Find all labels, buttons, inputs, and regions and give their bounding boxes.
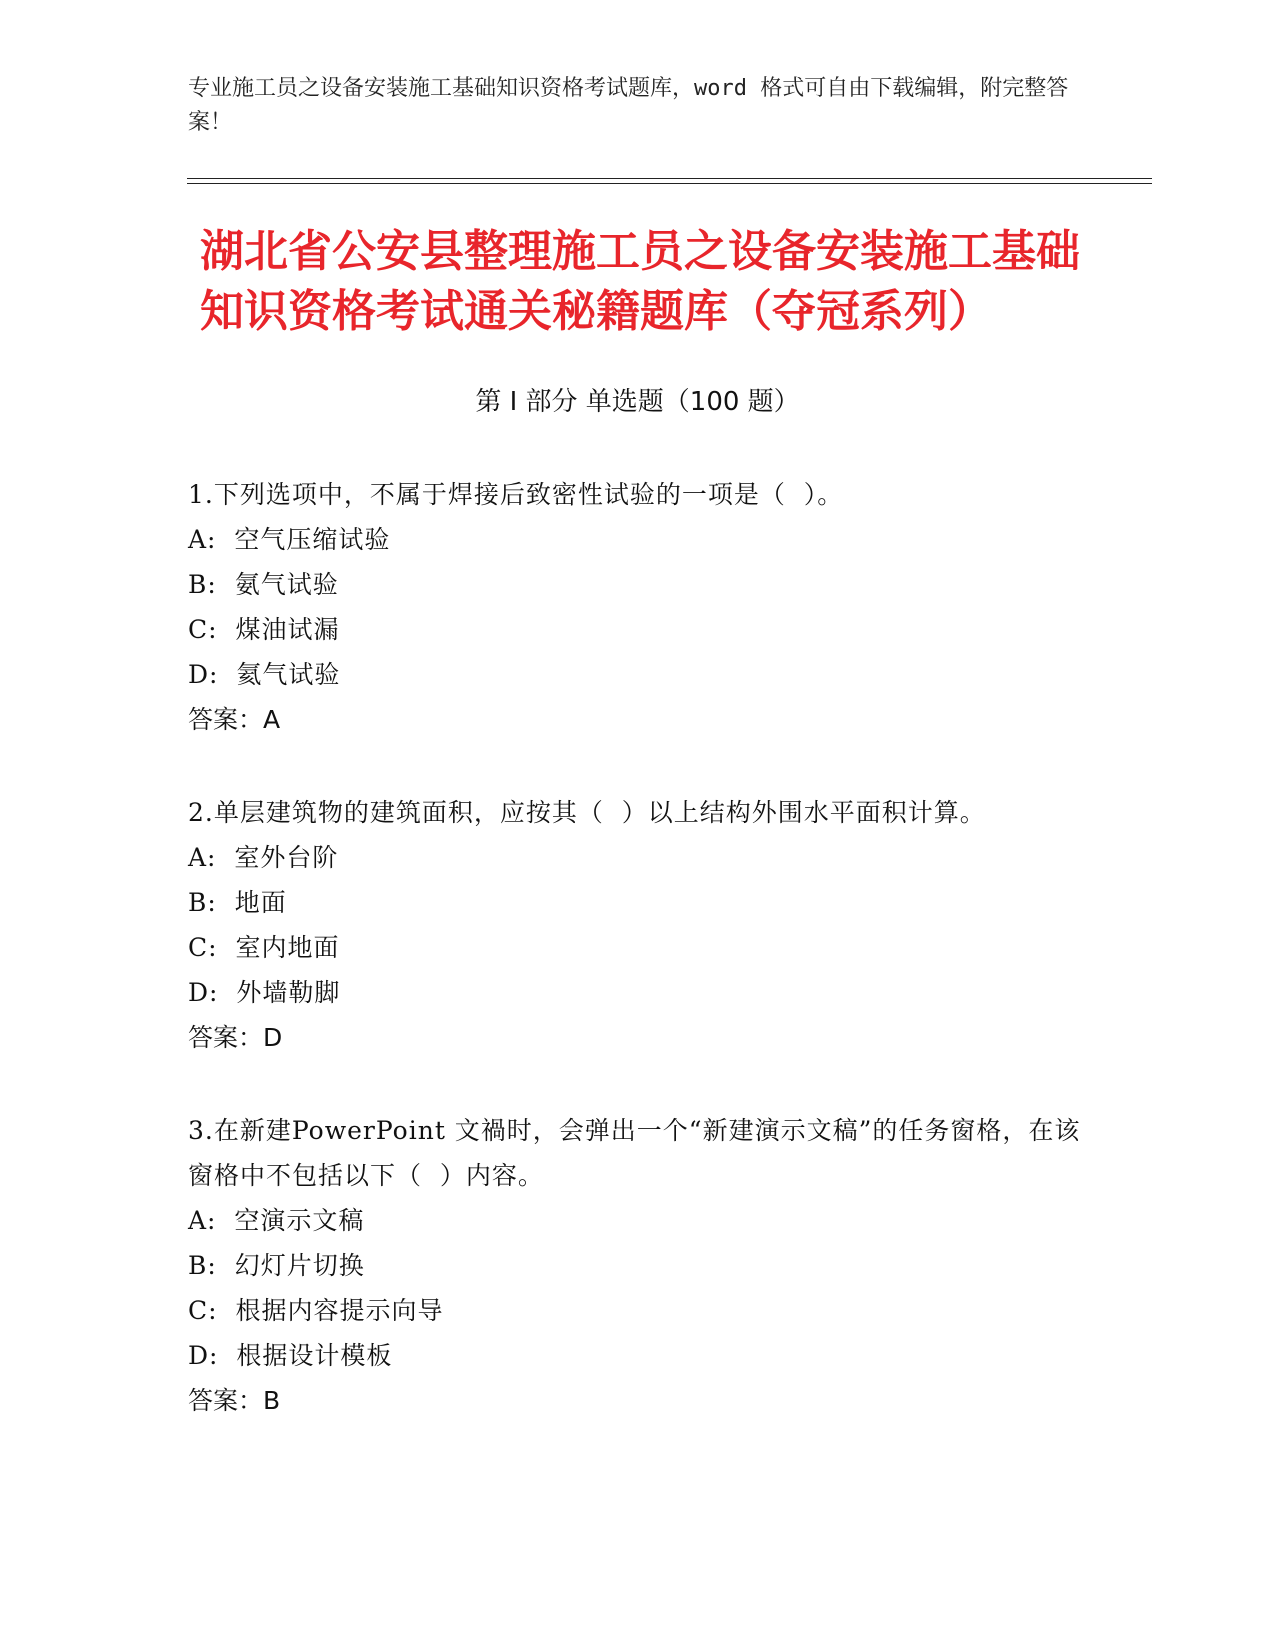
document-title: 湖北省公安县整理施工员之设备安装施工基础知识资格考试通关秘籍题库（夺冠系列）	[200, 226, 1080, 337]
option-c: C: 根据内容提示向导	[188, 1296, 444, 1325]
header-divider-bottom	[187, 183, 1152, 184]
option-c: C: 室内地面	[188, 933, 340, 962]
question-stem: 3.在新建PowerPoint 文禍时，会弹出一个“新建演示文稿”的任务窗格，在该窗格中不包括以下（ ）内容。	[188, 1116, 1081, 1190]
section-title: 第 I 部分 单选题（100 题）	[475, 387, 800, 417]
answer: 答案：B	[188, 1386, 281, 1415]
question-1	[188, 472, 1088, 742]
option-a: A: 空气压缩试验	[188, 525, 391, 554]
answer: 答案：D	[188, 1023, 283, 1052]
option-d: D: 外墙勒脚	[188, 978, 341, 1007]
question-stem: 1.下列选项中，不属于焊接后致密性试验的一项是（ ）。	[188, 480, 844, 509]
header-divider-top	[187, 178, 1152, 179]
option-c: C: 煤油试漏	[188, 615, 340, 644]
option-b: B: 地面	[188, 888, 287, 917]
option-a: A: 室外台阶	[188, 843, 339, 872]
option-a: A: 空演示文稿	[188, 1206, 365, 1235]
option-d: D: 根据设计模板	[188, 1341, 393, 1370]
option-b: B: 氨气试验	[188, 570, 339, 599]
header-note: 专业施工员之设备安装施工基础知识资格考试题库，word 格式可自由下载编辑，附完整答案！	[188, 76, 1069, 135]
question-3	[188, 1108, 1088, 1423]
question-stem: 2.单层建筑物的建筑面积，应按其（ ）以上结构外围水平面积计算。	[188, 798, 986, 827]
option-b: B: 幻灯片切换	[188, 1251, 365, 1280]
option-d: D: 氦气试验	[188, 660, 341, 689]
question-2	[188, 790, 1088, 1060]
answer: 答案：A	[188, 705, 281, 734]
